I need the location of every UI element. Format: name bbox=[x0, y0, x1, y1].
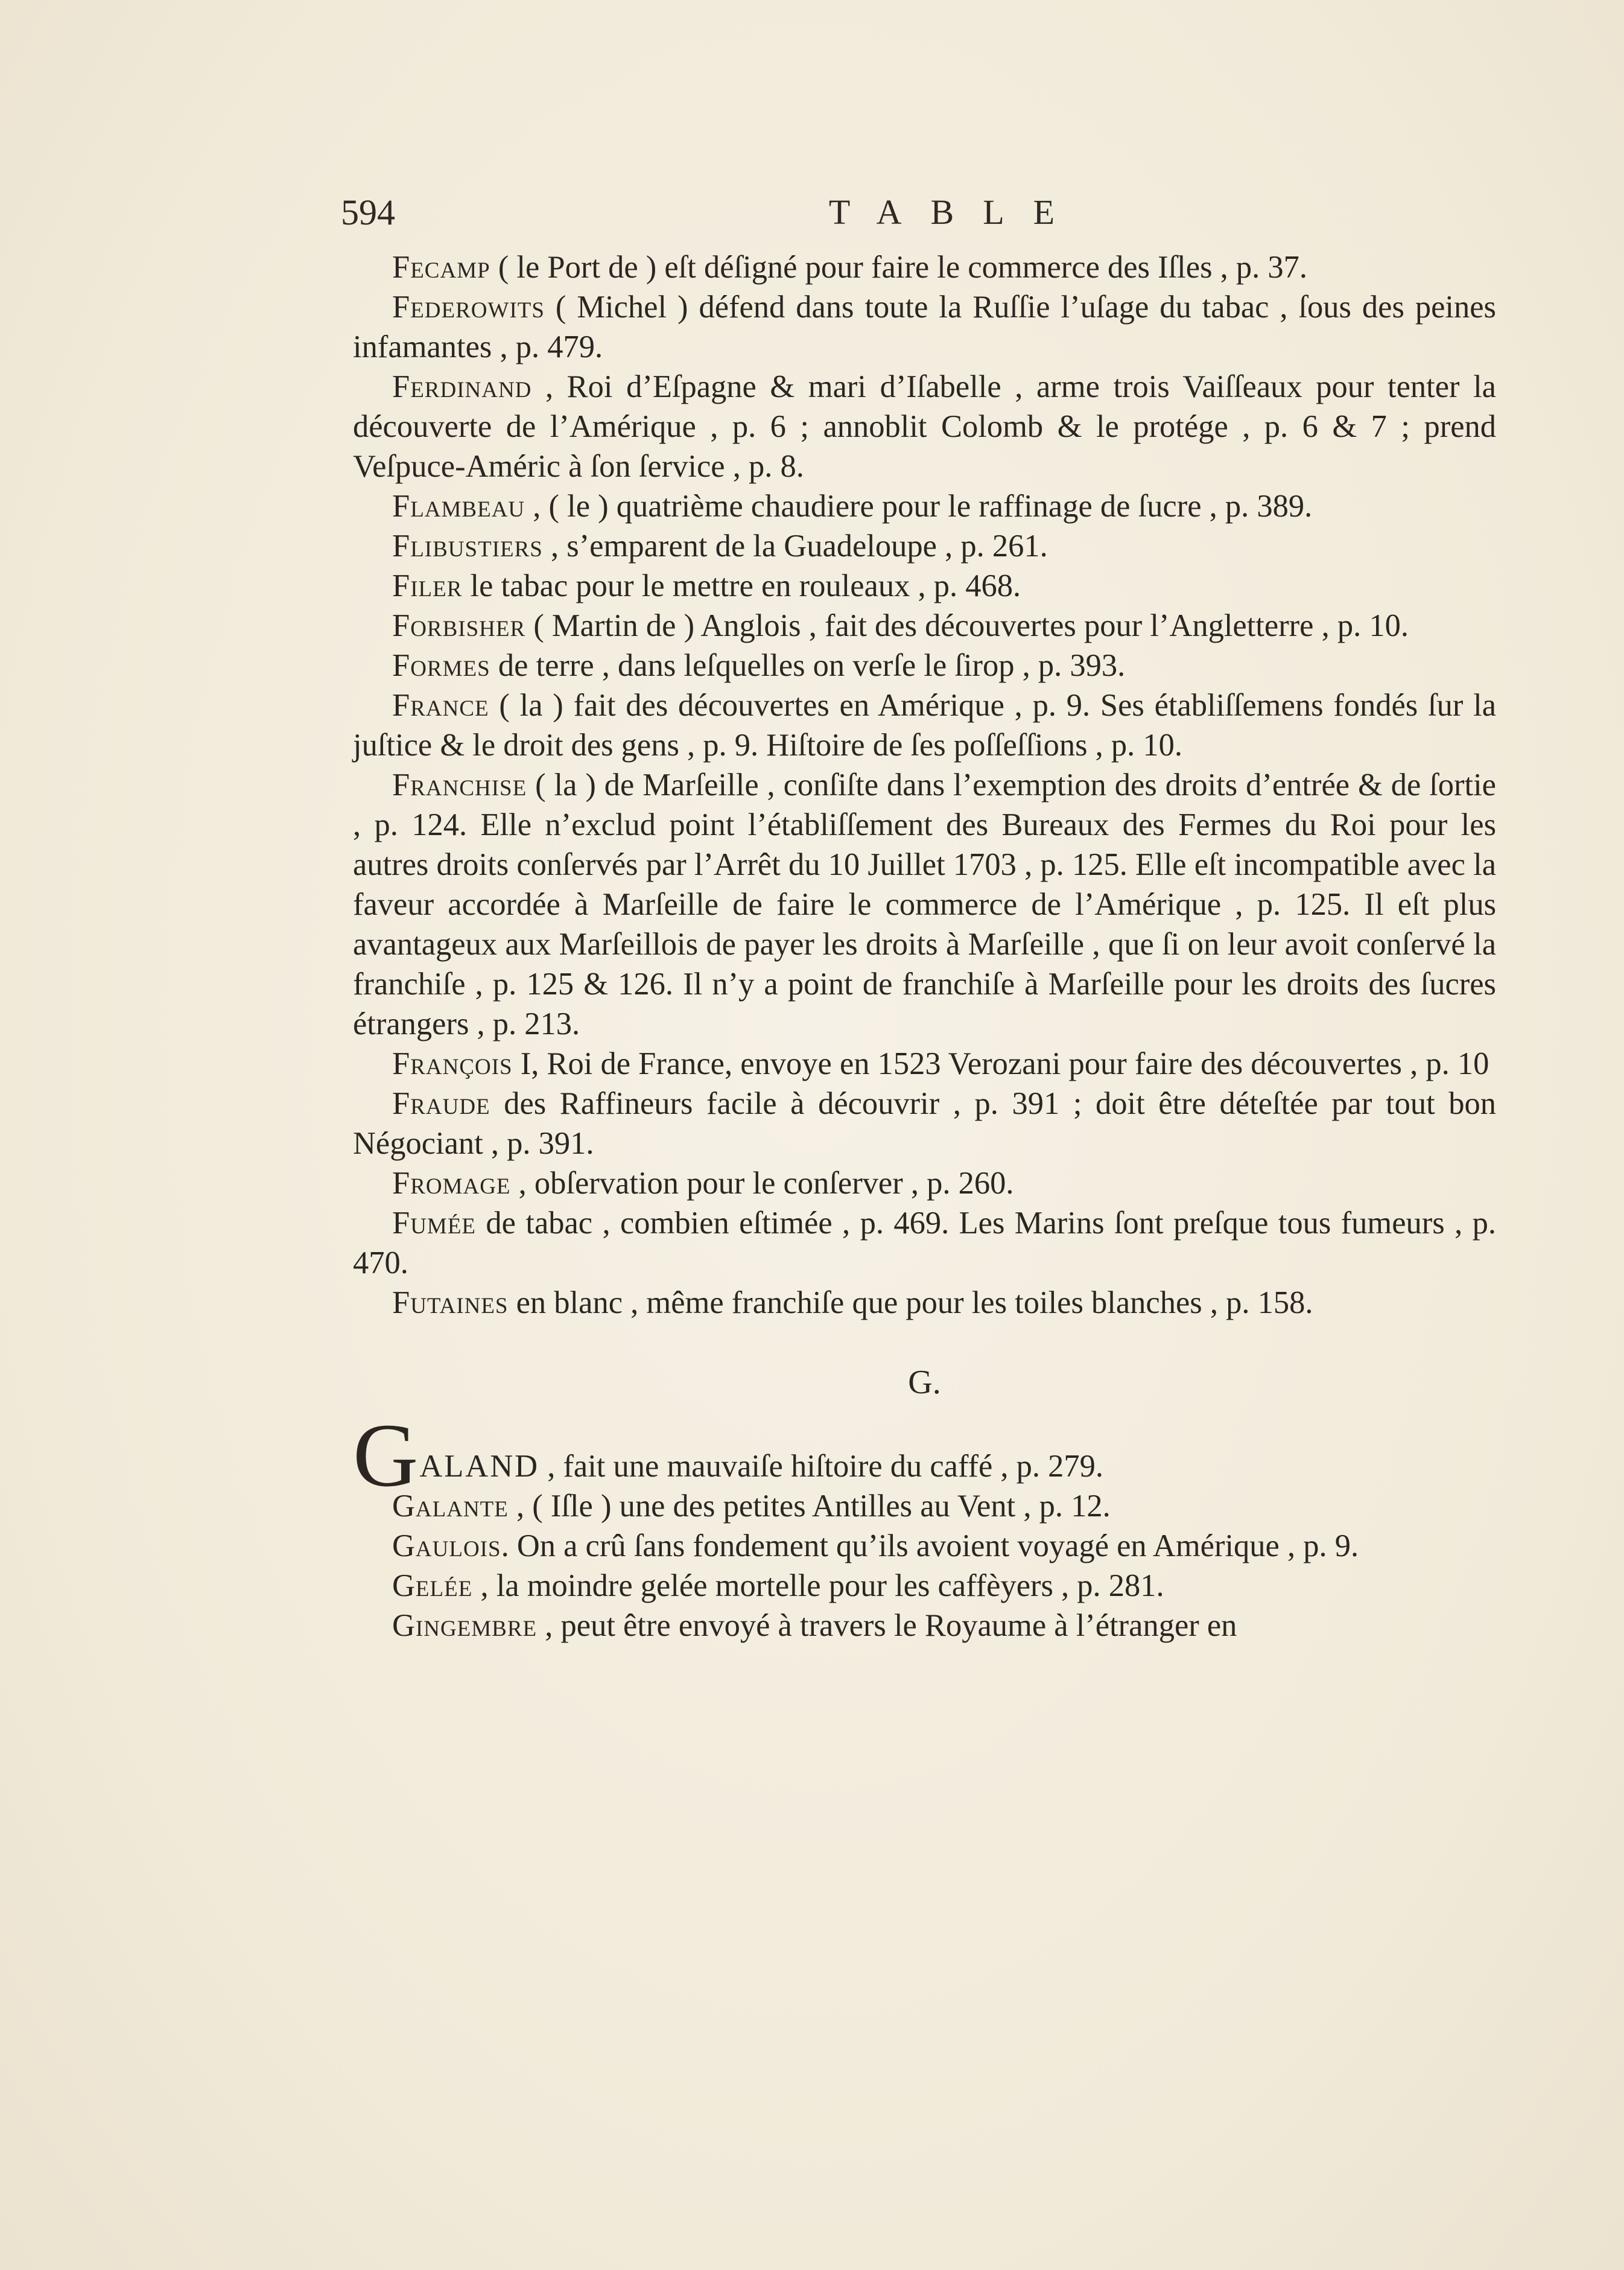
entry-text: en blanc , même franchiſe que pour les toiles blanches , p. 158. bbox=[508, 1285, 1313, 1320]
entry-text: de tabac , combien eſtimée , p. 469. Les Marins ſont preſque tous fumeurs , p. 470. bbox=[353, 1206, 1496, 1280]
entry-headword: Galante bbox=[392, 1489, 509, 1524]
entry-headword: Fecamp bbox=[392, 250, 490, 285]
index-entry bbox=[353, 1526, 1496, 1566]
entry-headword: Federowits bbox=[392, 290, 545, 325]
index-entry bbox=[353, 566, 1496, 606]
index-entry bbox=[353, 1203, 1496, 1283]
entry-headword: Gaulois bbox=[392, 1528, 501, 1563]
index-entry bbox=[353, 1486, 1496, 1526]
entry-headword: Franchise bbox=[392, 768, 527, 803]
entry-headword: France bbox=[392, 688, 489, 723]
running-title: TABLE bbox=[828, 192, 1084, 232]
entry-text: , fait une mauvaiſe hiſtoire du caffé , p. 279. bbox=[539, 1449, 1104, 1484]
entry-headword: Formes bbox=[392, 648, 490, 683]
index-entry bbox=[353, 287, 1496, 367]
entry-text: le tabac pour le mettre en rouleaux , p. 468. bbox=[462, 568, 1021, 603]
entry-text: ( la ) fait des découvertes en Amérique , p. 9. Ses établiſſemens fondés ſur la juſtice & le droit des gens , p. 9. Hiſtoire de ſes poſſeſſions , p. 10. bbox=[353, 688, 1496, 763]
entry-text: , ( le ) quatrième chaudiere pour le raffinage de ſucre , p. 389. bbox=[525, 489, 1313, 524]
section-letter-heading: G. bbox=[908, 1364, 941, 1401]
entry-text: ( Michel ) défend dans toute la Ruſſie l’uſage du tabac , ſous des peines infamantes , p. 479. bbox=[353, 290, 1496, 364]
index-entry bbox=[353, 765, 1496, 1044]
entry-text: , ( Iſle ) une des petites Antilles au Vent , p. 12. bbox=[508, 1489, 1111, 1524]
index-entry bbox=[353, 606, 1496, 646]
entry-text: de terre , dans leſquelles on verſe le ſirop , p. 393. bbox=[490, 648, 1126, 683]
entry-headword: Fumée bbox=[392, 1206, 477, 1241]
entry-text: , peut être envoyé à travers le Royaume à l’étranger en bbox=[537, 1608, 1237, 1643]
entry-headword: Ferdinand bbox=[392, 369, 532, 404]
entry-headword: Filer bbox=[392, 568, 463, 603]
entry-headword: Gingembre bbox=[392, 1608, 538, 1643]
index-entry bbox=[353, 1566, 1496, 1606]
index-entry bbox=[353, 1283, 1496, 1323]
drop-cap: G bbox=[353, 1405, 419, 1505]
page-header bbox=[341, 181, 1499, 247]
entry-headword: Fromage bbox=[392, 1166, 511, 1201]
entry-headword: Flibustiers bbox=[392, 529, 543, 564]
entry-headword: Fraude bbox=[392, 1086, 490, 1121]
index-entries bbox=[353, 247, 1496, 1645]
index-entry bbox=[353, 486, 1496, 526]
entry-headword: Gelée bbox=[392, 1568, 473, 1603]
index-entry bbox=[353, 247, 1496, 287]
entry-text: ( Martin de ) Anglois , fait des découvertes pour l’Angletterre , p. 10. bbox=[525, 608, 1409, 643]
index-entry bbox=[353, 646, 1496, 685]
index-entry bbox=[353, 1606, 1496, 1645]
entry-headword: Futaines bbox=[392, 1285, 509, 1320]
entry-text: ( le Port de ) eſt déſigné pour faire le commerce des Iſles , p. 37. bbox=[490, 250, 1307, 285]
index-entry bbox=[353, 1044, 1496, 1084]
entry-text: . On a crû ſans fondement qu’ils avoient voyagé en Amérique , p. 9. bbox=[501, 1528, 1359, 1563]
index-entry bbox=[353, 1163, 1496, 1203]
entry-text: , obſervation pour le conſerver , p. 260. bbox=[510, 1166, 1014, 1201]
entry-headword: Forbisher bbox=[392, 608, 526, 643]
index-entry-drop-cap bbox=[353, 1405, 1496, 1505]
entry-headword: Flambeau bbox=[392, 489, 525, 524]
entry-headword: ALAND bbox=[419, 1449, 540, 1484]
index-entry bbox=[353, 526, 1496, 566]
page-number: 594 bbox=[341, 192, 395, 232]
entry-text: I, Roi de France, envoye en 1523 Verozani pour faire des découvertes , p. 10 bbox=[512, 1046, 1489, 1081]
entry-text: ( la ) de Marſeille , conſiſte dans l’exemption des droits d’entrée & de ſortie , p. 124. Elle n’exclud point l’établiſſement des Bureaux des Fermes du Roi pour les autres droits conſervés par l’Arrêt du 10 Juillet 1703 , p. 125. Elle eſt incompatible avec la faveur accordée à Marſeille de faire le commerce de l’Amérique , p. 125. Il eſt plus avantageux aux Marſeillois de payer les droits à Marſeille , que ſi on leur avoit conſervé la franchiſe , p. 125 & 126. Il n’y a point de franchiſe à Marſeille pour les droits des ſucres étrangers , p. 213. bbox=[353, 768, 1496, 1041]
entry-text: , s’emparent de la Guadeloupe , p. 261. bbox=[542, 529, 1048, 564]
index-entry bbox=[353, 1084, 1496, 1163]
entry-text: des Raffineurs facile à découvrir , p. 391 ; doit être déteſtée par tout bon Négociant , p. 391. bbox=[353, 1086, 1496, 1161]
entry-text: , Roi d’Eſpagne & mari d’Iſabelle , arme trois Vaiſſeaux pour tenter la découverte de l’Amérique , p. 6 ; annoblit Colomb & le protége , p. 6 & 7 ; prend Veſpuce-Améric à ſon ſervice , p. 8. bbox=[353, 369, 1496, 484]
index-entry bbox=[353, 367, 1496, 486]
index-entry bbox=[353, 685, 1496, 765]
entry-headword: François bbox=[392, 1046, 513, 1081]
entry-text: , la moindre gelée mortelle pour les caffèyers , p. 281. bbox=[472, 1568, 1164, 1603]
